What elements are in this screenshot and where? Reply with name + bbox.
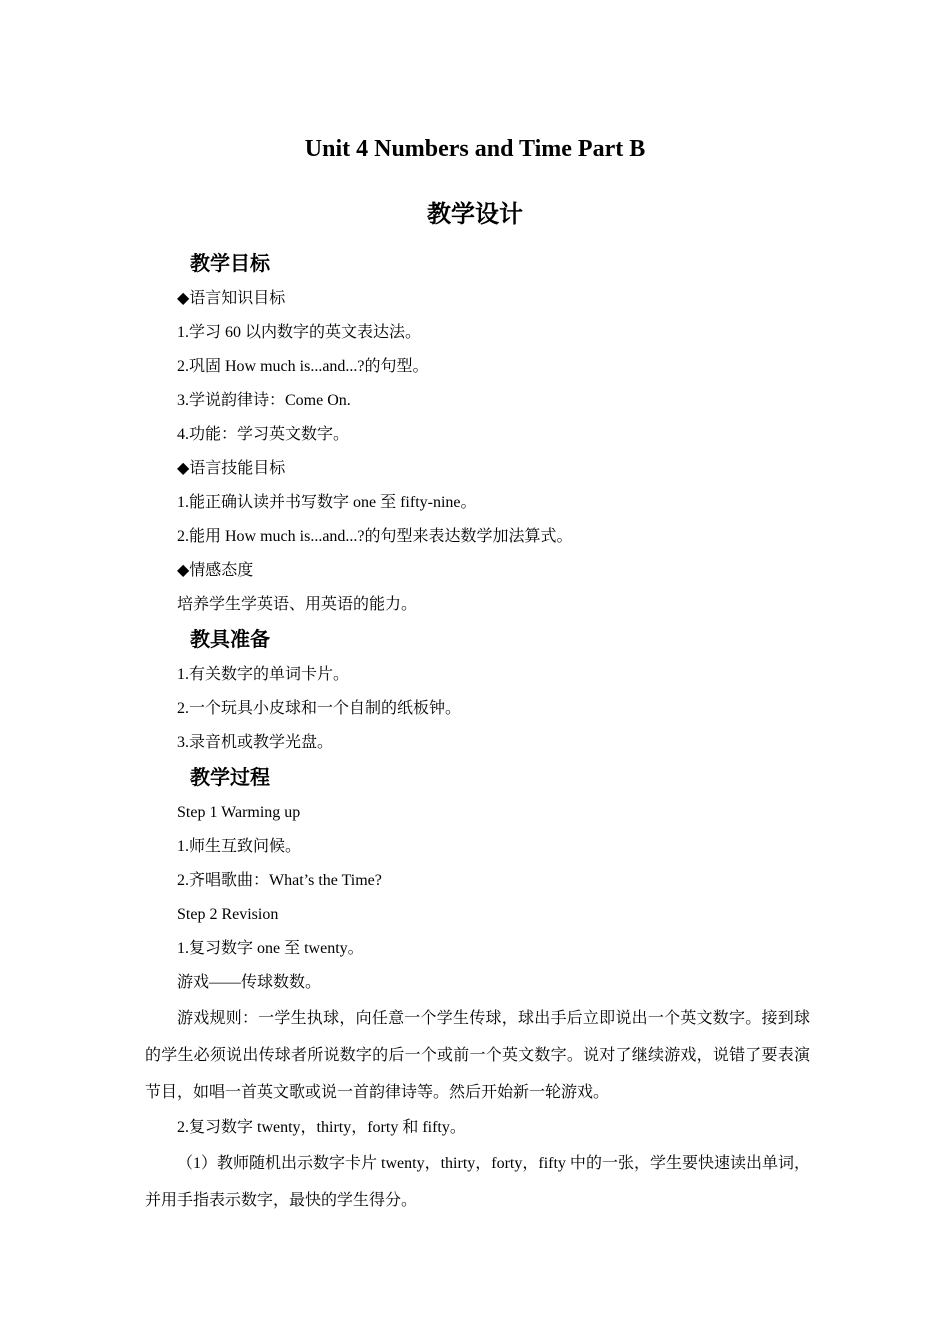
- section-heading-objectives: 教学目标: [190, 251, 270, 275]
- list-item: 3.录音机或教学光盘。: [177, 734, 334, 751]
- section-heading-process: 教学过程: [190, 765, 270, 789]
- step-label: Step 1 Warming up: [177, 804, 301, 821]
- knowledge-objectives-label: ◆语言知识目标: [177, 290, 286, 307]
- step-label: Step 2 Revision: [177, 906, 279, 923]
- attitude-text: 培养学生学英语、用英语的能力。: [177, 596, 418, 613]
- game-rules-paragraph: 游戏规则：一学生执球，向任意一个学生传球，球出手后立即说出一个英文数字。接到球的学生必须说出传球者所说数字的后一个或前一个英文数字。说对了继续游戏，说错了要表演节目，如唱一首英文歌或说一首韵律诗等。然后开始新一轮游戏。: [145, 1010, 810, 1101]
- list-item: 2.复习数字 twenty，thirty，forty 和 fifty。: [177, 1119, 466, 1136]
- list-item: 1.有关数字的单词卡片。: [177, 666, 350, 683]
- document-title: Unit 4 Numbers and Time Part B: [304, 136, 646, 162]
- list-item: 2.巩固 How much is...and...?的句型。: [177, 358, 429, 375]
- list-item: 3.学说韵律诗：Come On.: [177, 392, 351, 409]
- game-title: 游戏——传球数数。: [177, 974, 322, 991]
- attitude-label: ◆情感态度: [177, 562, 254, 579]
- activity-paragraph: （1）教师随机出示数字卡片 twenty，thirty，forty，fifty 中的一张，学生要快速读出单词，并用手指表示数字，最快的学生得分。: [145, 1155, 810, 1209]
- list-item: 1.学习 60 以内数字的英文表达法。: [177, 324, 422, 341]
- skills-objectives-label: ◆语言技能目标: [177, 460, 286, 477]
- list-item: 2.一个玩具小皮球和一个自制的纸板钟。: [177, 700, 462, 717]
- document-subtitle: 教学设计: [427, 200, 523, 228]
- list-item: 4.功能：学习英文数字。: [177, 426, 350, 443]
- list-item: 1.复习数字 one 至 twenty。: [177, 940, 364, 957]
- section-heading-materials: 教具准备: [190, 627, 270, 651]
- list-item: 2.能用 How much is...and...?的句型来表达数学加法算式。: [177, 528, 573, 545]
- list-item: 2.齐唱歌曲：What’s the Time?: [177, 872, 382, 889]
- list-item: 1.能正确认读并书写数字 one 至 fifty-nine。: [177, 494, 477, 511]
- list-item: 1.师生互致问候。: [177, 838, 302, 855]
- document-body: [145, 246, 810, 1219]
